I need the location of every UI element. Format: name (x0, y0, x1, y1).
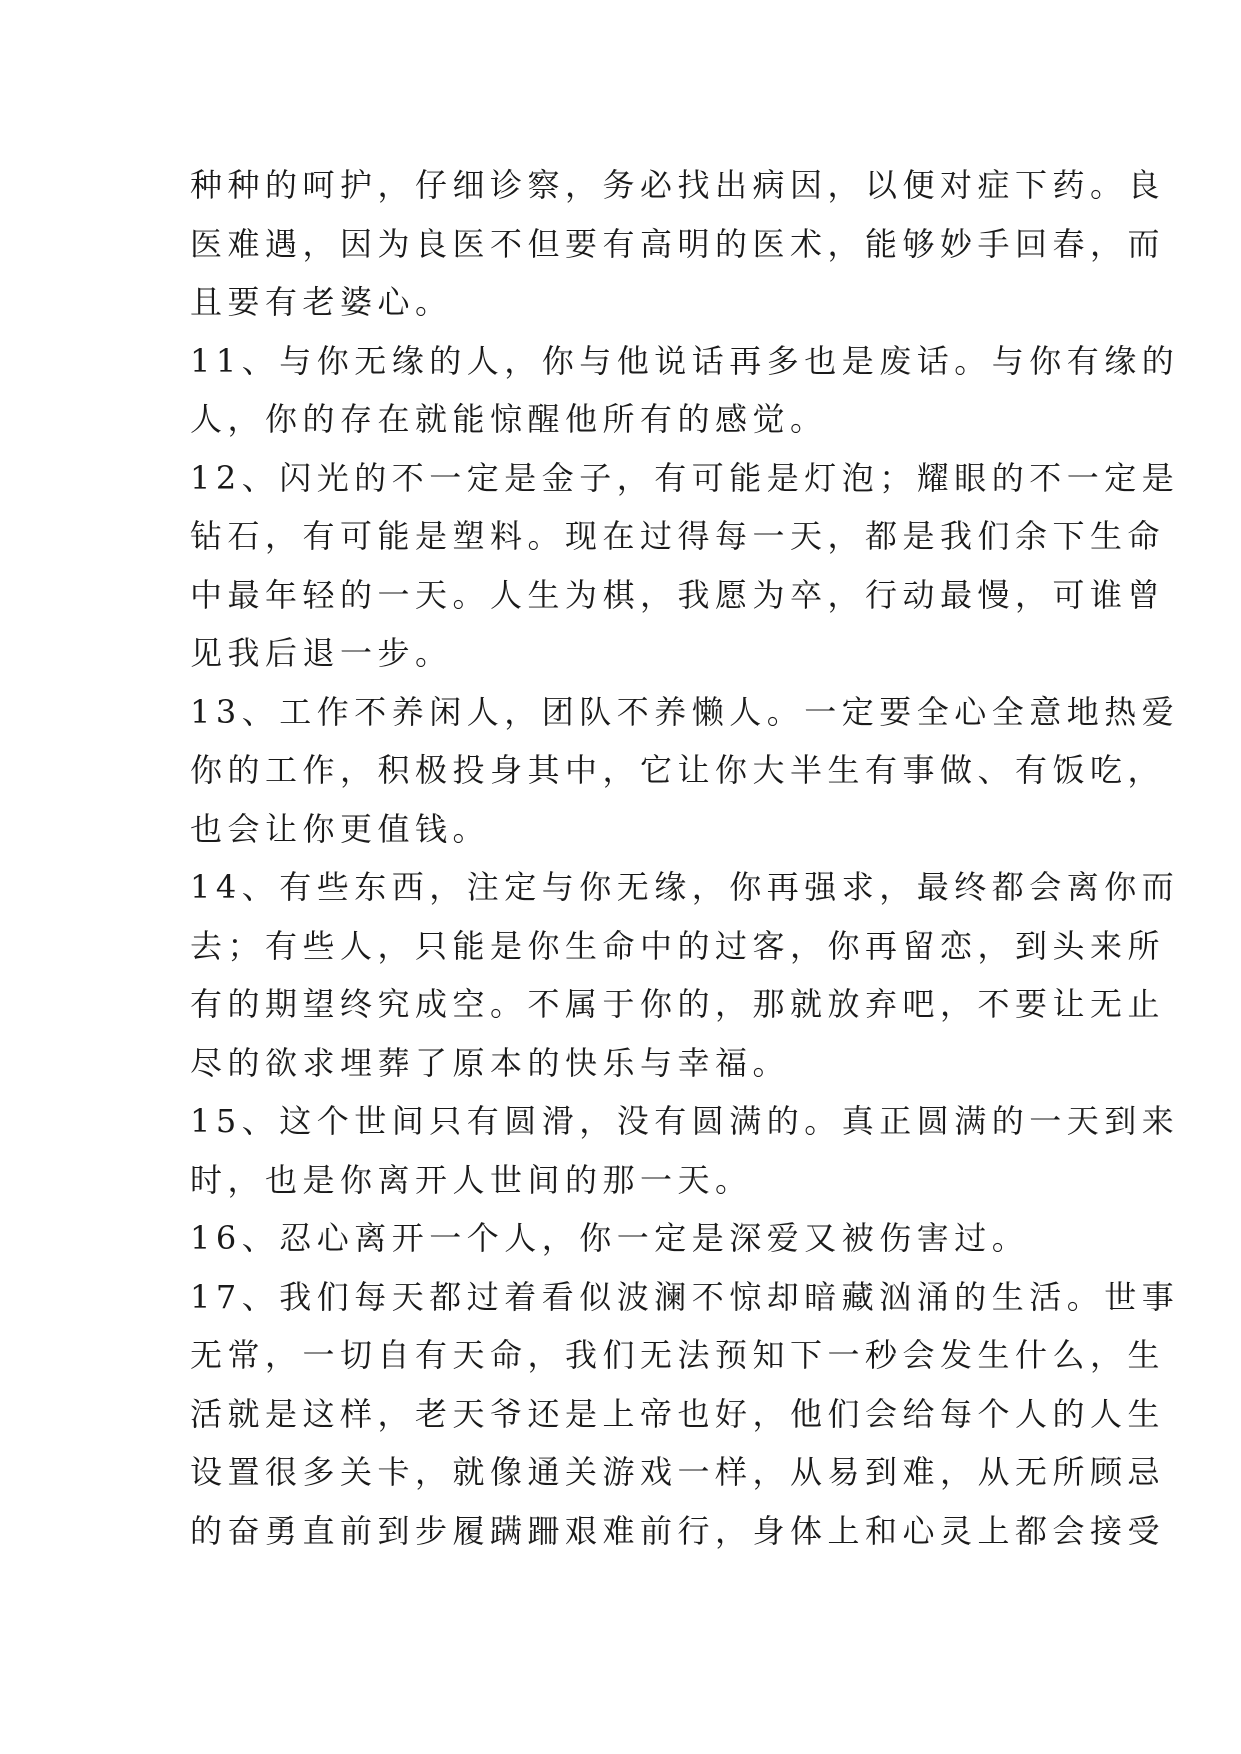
text-line: 17、我们每天都过着看似波澜不惊却暗藏汹涌的生活。世事 (190, 1277, 1180, 1316)
text-line: 设置很多关卡，就像通关游戏一样，从易到难，从无所顾忌 (190, 1453, 1166, 1491)
text-line: 活就是这样，老天爷还是上帝也好，他们会给每个人的人生 (190, 1394, 1166, 1433)
text-line: 11、与你无缘的人，你与他说话再多也是废话。与你有缘的 (190, 341, 1180, 380)
text-line: 15、这个世间只有圆滑，没有圆满的。真正圆满的一天到来 (190, 1102, 1180, 1140)
text-line: 人，你的存在就能惊醒他所有的感觉。 (190, 400, 828, 438)
text-line: 无常，一切自有天命，我们无法预知下一秒会发生什么，生 (190, 1336, 1166, 1374)
text-line: 的奋勇直前到步履蹒跚艰难前行，身体上和心灵上都会接受 (190, 1511, 1166, 1550)
text-line: 见我后退一步。 (190, 634, 453, 672)
text-line: 13、工作不养闲人，团队不养懒人。一定要全心全意地热爱 (190, 692, 1180, 731)
text-line: 钻石，有可能是塑料。现在过得每一天，都是我们余下生命 (190, 517, 1166, 555)
text-line: 种种的呵护，仔细诊察，务必找出病因，以便对症下药。良 (190, 166, 1166, 204)
text-line: 去；有些人，只能是你生命中的过客，你再留恋，到头来所 (190, 926, 1166, 965)
text-line: 中最年轻的一天。人生为棋，我愿为卒，行动最慢，可谁曾 (190, 575, 1166, 614)
text-line: 尽的欲求埋葬了原本的快乐与幸福。 (190, 1043, 791, 1082)
text-line: 且要有老婆心。 (190, 283, 453, 321)
text-line: 16、忍心离开一个人，你一定是深爱又被伤害过。 (190, 1219, 1030, 1257)
text-line: 有的期望终究成空。不属于你的，那就放弃吧，不要让无止 (190, 985, 1166, 1023)
text-line: 12、闪光的不一定是金子，有可能是灯泡；耀眼的不一定是 (190, 458, 1180, 497)
text-line: 医难遇，因为良医不但要有高明的医术，能够妙手回春，而 (190, 224, 1166, 263)
text-line: 你的工作，积极投身其中，它让你大半生有事做、有饭吃， (190, 751, 1166, 789)
text-line: 时，也是你离开人世间的那一天。 (190, 1160, 753, 1199)
document-body (190, 156, 1180, 1560)
text-line: 14、有些东西，注定与你无缘，你再强求，最终都会离你而 (190, 868, 1180, 906)
text-line: 也会让你更值钱。 (190, 809, 491, 848)
